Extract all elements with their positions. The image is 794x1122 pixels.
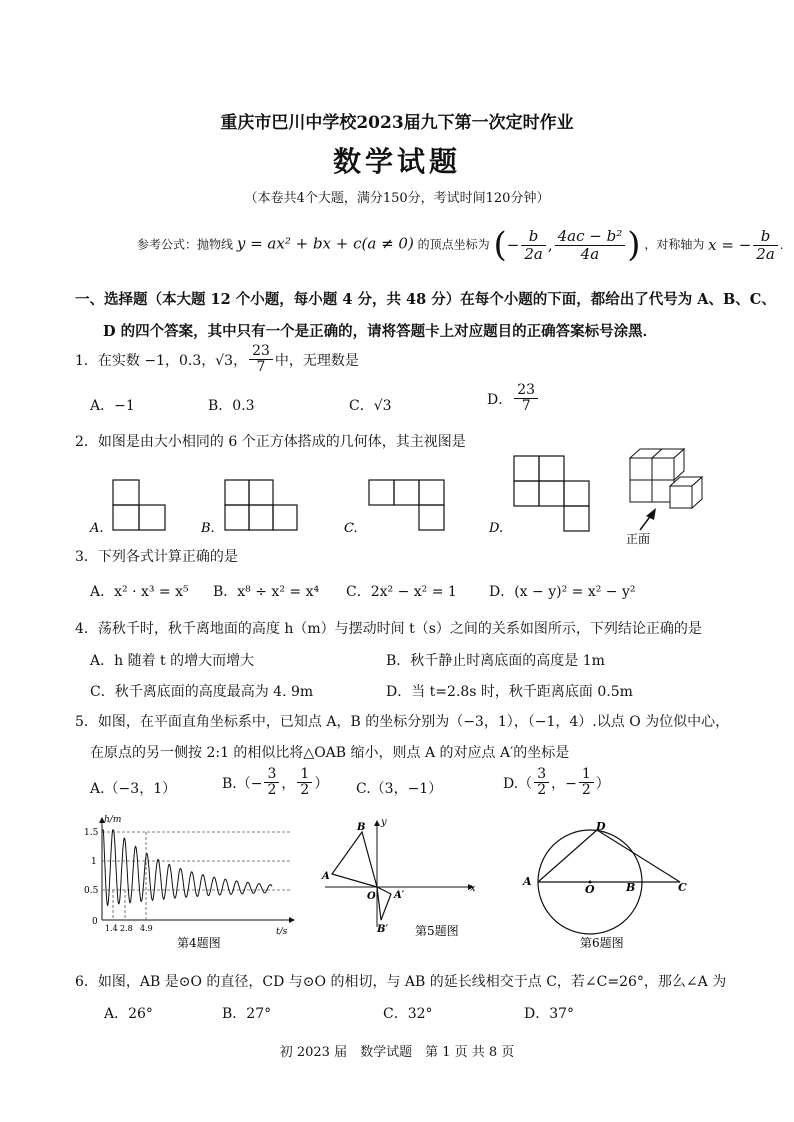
f4-x-axis-label: t/s — [276, 927, 288, 937]
vertex-b: b — [521, 228, 546, 246]
q5-b-n1: 3 — [264, 767, 279, 783]
q2-option-a: A. — [90, 521, 104, 536]
q4-option-c[interactable]: C．秋千离底面的高度最高为 4. 9m — [90, 684, 314, 700]
figure-4-graph — [72, 810, 302, 955]
q1-frac-d: 7 — [256, 359, 266, 376]
figure-5-graph — [315, 815, 485, 945]
q2-option-b: B. — [201, 521, 215, 536]
q5-d-mid: ，− — [551, 775, 577, 792]
vertex-num: 4ac − b² — [555, 228, 626, 246]
q1-d-n: 23 — [514, 383, 538, 399]
q2-option-d: D. — [489, 521, 504, 536]
q5-d-pre: D.（ — [503, 775, 533, 792]
figure-4-caption: 第4题图 — [177, 936, 221, 950]
page-footer: 初 2023 届 数学试题 第 1 页 共 8 页 — [279, 1045, 515, 1060]
f4-y-axis-label: h/m — [104, 815, 122, 825]
formula-x: x = − — [708, 236, 752, 254]
q3-option-d[interactable]: D．(x − y)² = x² − y² — [489, 584, 636, 600]
formula-mid: 的顶点坐标为 — [417, 237, 490, 252]
q6-option-b[interactable]: B．27° — [222, 1006, 272, 1022]
q4-option-d[interactable]: D．当 t=2.8s 时，秋千距离底面 0.5m — [386, 684, 633, 700]
q5-stem-line1: 5．如图，在平面直角坐标系中，已知点 A，B 的坐标分别为（−3，1），（−1，4）.以点 O 为位似中心， — [75, 714, 730, 730]
q3-option-c[interactable]: C．2x² − x² = 1 — [346, 584, 457, 600]
subject-title: 数学试题 — [332, 145, 461, 178]
school-title: 重庆市巴川中学校2023届九下第一次定时作业 — [220, 113, 574, 133]
q4-stem: 4．荡秋千时，秋千离地面的高度 h（m）与摆动时间 t（s）之间的关系如图所示，下列结论正确的是 — [75, 621, 702, 637]
q6-option-c[interactable]: C．32° — [383, 1006, 433, 1022]
f6-center-o: O — [585, 883, 595, 896]
q6-option-d[interactable]: D．37° — [524, 1006, 575, 1022]
q5-option-a[interactable]: A.（−3，1） — [90, 781, 177, 797]
q3-option-a[interactable]: A．x² · x³ = x⁵ — [90, 584, 189, 600]
f5-y-axis-label: y — [381, 817, 387, 828]
front-label: 正面 — [626, 532, 651, 546]
q5-option-b[interactable] — [222, 767, 328, 799]
f6-point-d: D — [596, 820, 606, 833]
f5-point-a: A — [322, 871, 330, 882]
q5-option-c[interactable]: C.（3，−1） — [356, 781, 443, 797]
q2-option-d-figure[interactable] — [486, 452, 596, 537]
q5-d-d1: 2 — [537, 782, 547, 799]
q5-b-mid: ， — [281, 775, 296, 792]
q3-option-b[interactable]: B．x⁸ ÷ x² = x⁴ — [213, 584, 320, 600]
section1-line1: 一、选择题（本大题 12 个小题，每小题 4 分，共 48 分）在每个小题的下面，都给出了代号为 A、B、C、 — [75, 291, 776, 308]
f5-point-b: B — [357, 822, 366, 833]
f5-point-a-prime: A′ — [394, 890, 405, 901]
q2-option-c-figure[interactable] — [342, 452, 452, 537]
q5-b-pre: B.（− — [222, 775, 263, 792]
q5-b-d2: 2 — [300, 782, 310, 799]
f5-x-axis-label: x — [470, 883, 476, 894]
exam-info: （本卷共4个大题，满分150分，考试时间120分钟） — [244, 191, 550, 206]
q1-d-d: 7 — [521, 398, 531, 415]
q5-d-post: ） — [595, 775, 610, 792]
q1-option-d[interactable] — [487, 383, 540, 415]
f4-tick-1-5: 1.5 — [84, 828, 99, 838]
f5-origin: O — [367, 891, 376, 902]
q1-option-b[interactable]: B．0.3 — [208, 398, 255, 414]
q5-b-n2: 1 — [297, 767, 312, 783]
q5-stem-line2: 在原点的另一侧按 2:1 的相似比将△OAB 缩小，则点 A 的对应点 A′的坐标是 — [90, 745, 570, 761]
f5-point-b-prime: B′ — [377, 924, 389, 935]
vertex-2a: 2a — [524, 244, 543, 263]
reference-formula: 参考公式：抛物线 y = ax² + bx + c(a ≠ 0) 的顶点坐标为 (− $\frac{b}{2a}$ , $\frac{\text{4ac − b²}}{4a}$ ) ，对称轴为 x = − $\frac{b}{2a}$ . — [137, 225, 784, 265]
q1-tail: 中，无理数是 — [274, 352, 359, 369]
q4-option-b[interactable]: B．秋千静止时离底面的高度是 1m — [386, 653, 605, 669]
q1-stem-text: 1．在实数 −1，0.3，√3， — [75, 352, 248, 369]
f6-point-a: A — [523, 875, 532, 888]
formula-axis-text: ，对称轴为 — [644, 237, 705, 252]
q5-d-n1: 3 — [534, 767, 549, 783]
formula-prefix: 参考公式：抛物线 — [137, 237, 234, 252]
q1-option-d-label: D． — [487, 391, 513, 408]
figure-6-graph — [518, 820, 698, 955]
q2-solid-figure — [612, 444, 722, 548]
q5-b-d1: 2 — [267, 782, 277, 799]
q1-option-c[interactable]: C．√3 — [349, 398, 392, 414]
q2-stem: 2．如图是由大小相同的 6 个正方体搭成的几何体，其主视图是 — [75, 434, 466, 450]
q5-b-post: ） — [314, 775, 329, 792]
q5-option-d[interactable] — [503, 767, 610, 799]
axis-2a: 2a — [756, 244, 775, 263]
q2-option-a-figure[interactable] — [85, 452, 195, 537]
q5-d-n2: 1 — [579, 767, 594, 783]
f4-tick-1: 1 — [91, 857, 97, 867]
vertex-den: 4a — [580, 244, 600, 263]
f4-tick-2-8: 2.8 — [120, 924, 133, 933]
f4-tick-0: 0 — [92, 917, 98, 927]
figure-5-caption: 第5题图 — [415, 924, 459, 938]
f4-tick-0-5: 0.5 — [84, 886, 99, 896]
axis-b: b — [753, 228, 778, 246]
f6-point-b: B — [626, 881, 636, 894]
f4-tick-1-4: 1.4 — [105, 924, 118, 933]
f4-tick-4-9: 4.9 — [140, 924, 153, 933]
f6-point-c: C — [678, 881, 687, 894]
q5-d-d2: 2 — [581, 782, 591, 799]
q6-stem: 6．如图，AB 是⊙O 的直径，CD 与⊙O 的相切，与 AB 的延长线相交于点 C，若∠C=26°，那么∠A 为 — [75, 974, 727, 990]
q1-option-a[interactable]: A．−1 — [90, 398, 135, 414]
q1-frac-n: 23 — [249, 344, 273, 360]
q2-option-c: C. — [344, 521, 358, 536]
q6-option-a[interactable]: A．26° — [104, 1006, 153, 1022]
figure-6-caption: 第6题图 — [580, 936, 624, 950]
swing-height-curve — [102, 830, 272, 905]
section1-line2: D 的四个答案，其中只有一个是正确的，请将答题卡上对应题目的正确答案标号涂黑． — [103, 323, 658, 340]
q4-option-a[interactable]: A．h 随着 t 的增大而增大 — [90, 653, 255, 669]
q1-stem — [75, 344, 359, 376]
q3-stem: 3．下列各式计算正确的是 — [75, 549, 238, 565]
q2-option-b-figure[interactable] — [198, 452, 308, 537]
formula-equation: y = ax² + bx + c(a ≠ 0) — [236, 234, 414, 253]
